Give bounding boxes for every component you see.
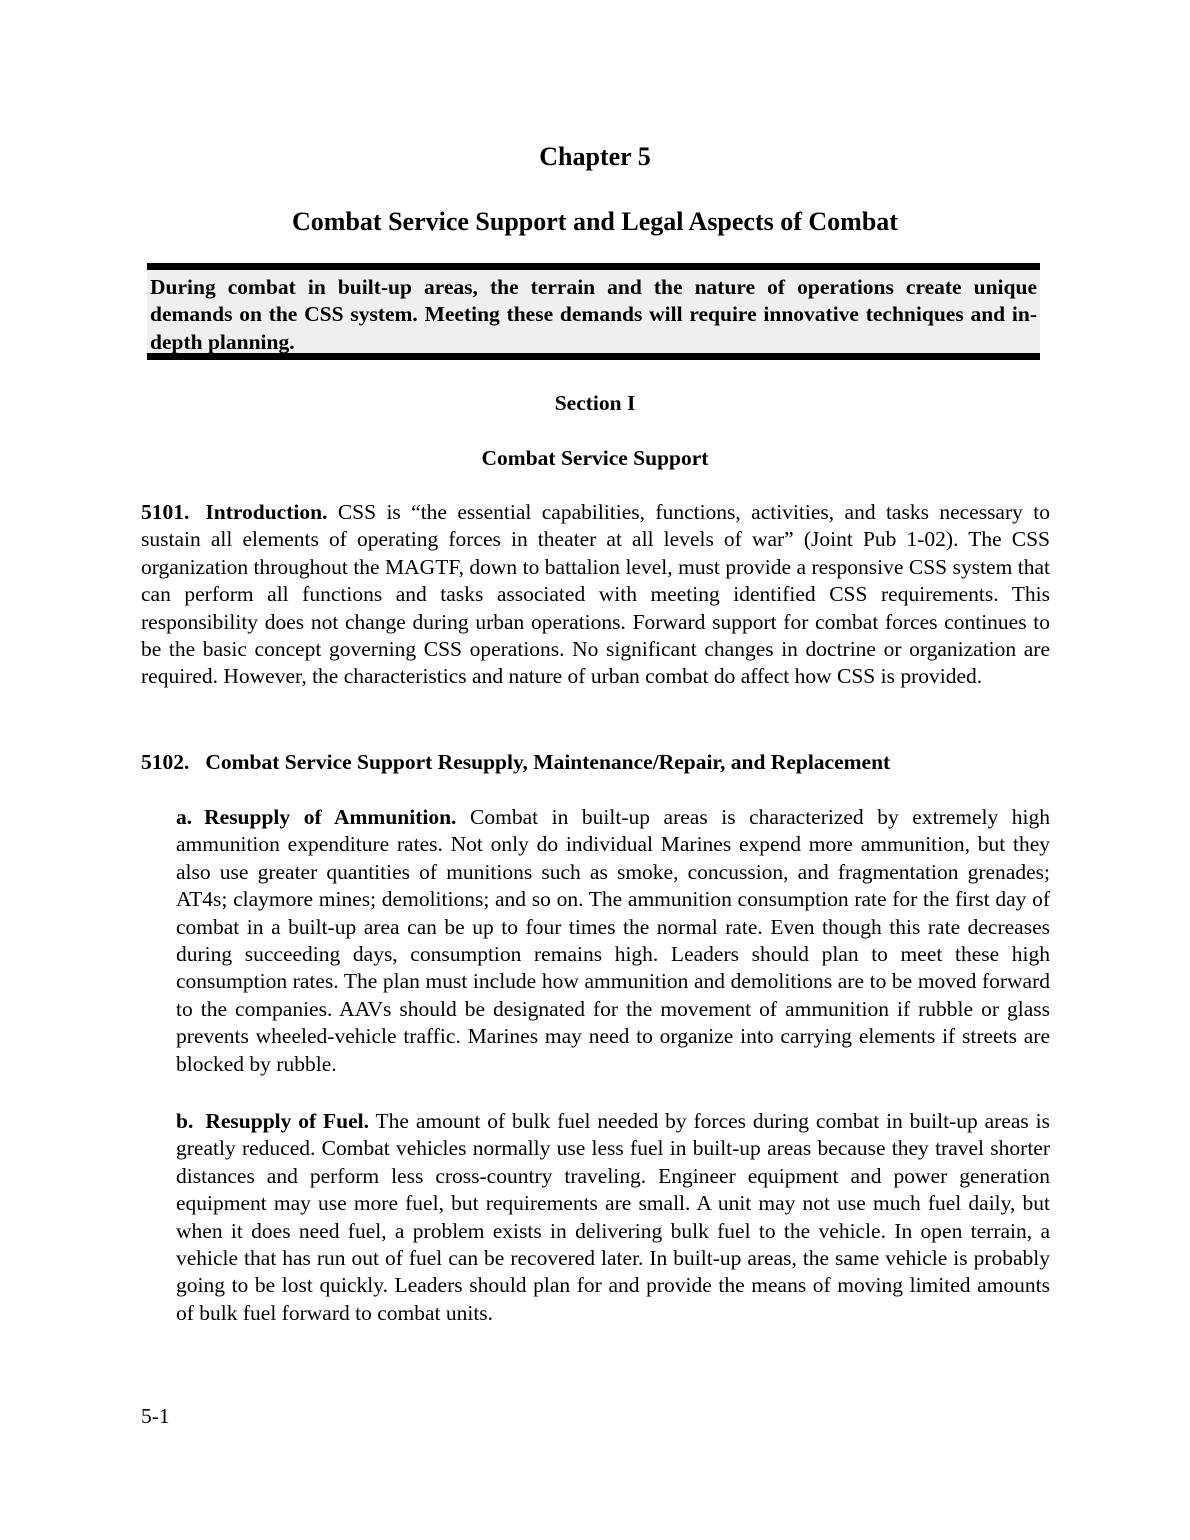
page-number: 5-1 xyxy=(141,1404,170,1428)
chapter-title: Combat Service Support and Legal Aspects of Combat xyxy=(292,207,898,236)
subparagraph-letter: a. xyxy=(176,805,193,829)
subparagraph-lead: Resupply of Ammunition. xyxy=(204,805,457,829)
subparagraph-lead: Resupply of Fuel. xyxy=(205,1109,370,1133)
section-title: Combat Service Support xyxy=(481,446,709,470)
chapter-label: Chapter 5 xyxy=(539,142,651,171)
paragraph-heading-text: Combat Service Support Resupply, Maintenance/Repair, and Replacement xyxy=(205,750,891,774)
subparagraph-b xyxy=(176,1108,1050,1327)
subparagraph-a xyxy=(176,804,1050,1078)
paragraph-number: 5101. xyxy=(141,500,190,524)
chapter-summary-callout xyxy=(147,263,1040,360)
subparagraph-letter: b. xyxy=(176,1109,194,1133)
paragraph-5102-heading xyxy=(141,749,1050,776)
callout-text: During combat in built-up areas, the terrain and the nature of operations create unique demands on the CSS system. Meeting these demands will require innovative techniques and in-depth planning. xyxy=(150,275,1037,354)
subparagraph-body: Combat in built-up areas is characterized by extremely high ammunition expenditure rates. Not only do individual Marines expend more ammunition, but they also use greater quantities of munitions such as smoke, concussion, and fragmentation grenades; AT4s; claymore mines; demolitions; and so on. The ammunition consumption rate for the first day of combat in a built-up area can be up to four times the normal rate. Even though this rate decreases during succeeding days, consumption remains high. Leaders should plan to meet these high consumption rates. The plan must include how ammunition and demolitions are to be moved forward to the companies. AAVs should be designated for the movement of ammunition if rubble or glass prevents wheeled-vehicle traffic. Marines may need to organize into carrying elements if streets are blocked by rubble. xyxy=(176,805,1051,1076)
paragraph-number: 5102. xyxy=(141,750,190,774)
paragraph-lead: Introduction. xyxy=(205,500,328,524)
subparagraph-body: The amount of bulk fuel needed by forces during combat in built-up areas is greatly reduced. Combat vehicles normally use less fuel in built-up areas because they travel shorter distances and perform less cross-country traveling. Engineer equipment and power generation equipment may use more fuel, but requirements are small. A unit may not use much fuel daily, but when it does need fuel, a problem exists in delivering bulk fuel to the vehicle. In open terrain, a vehicle that has run out of fuel can be recovered later. In built-up areas, the same vehicle is probably going to be lost quickly. Leaders should plan for and provide the means of moving limited amounts of bulk fuel forward to combat units. xyxy=(176,1109,1050,1325)
paragraph-5101 xyxy=(141,499,1050,691)
paragraph-body: CSS is “the essential capabilities, functions, activities, and tasks necessary to sustain all elements of operating forces in theater at all levels of war” (Joint Pub 1-02). The CSS organization throughout the MAGTF, down to battalion level, must provide a responsive CSS system that can perform all functions and tasks associated with meeting identified CSS requirements. This responsibility does not change during urban operations. Forward support for combat forces continues to be the basic concept governing CSS operations. No significant changes in doctrine or organization are required. However, the characteristics and nature of urban combat do affect how CSS is provided. xyxy=(141,500,1050,689)
section-label: Section I xyxy=(554,391,636,415)
